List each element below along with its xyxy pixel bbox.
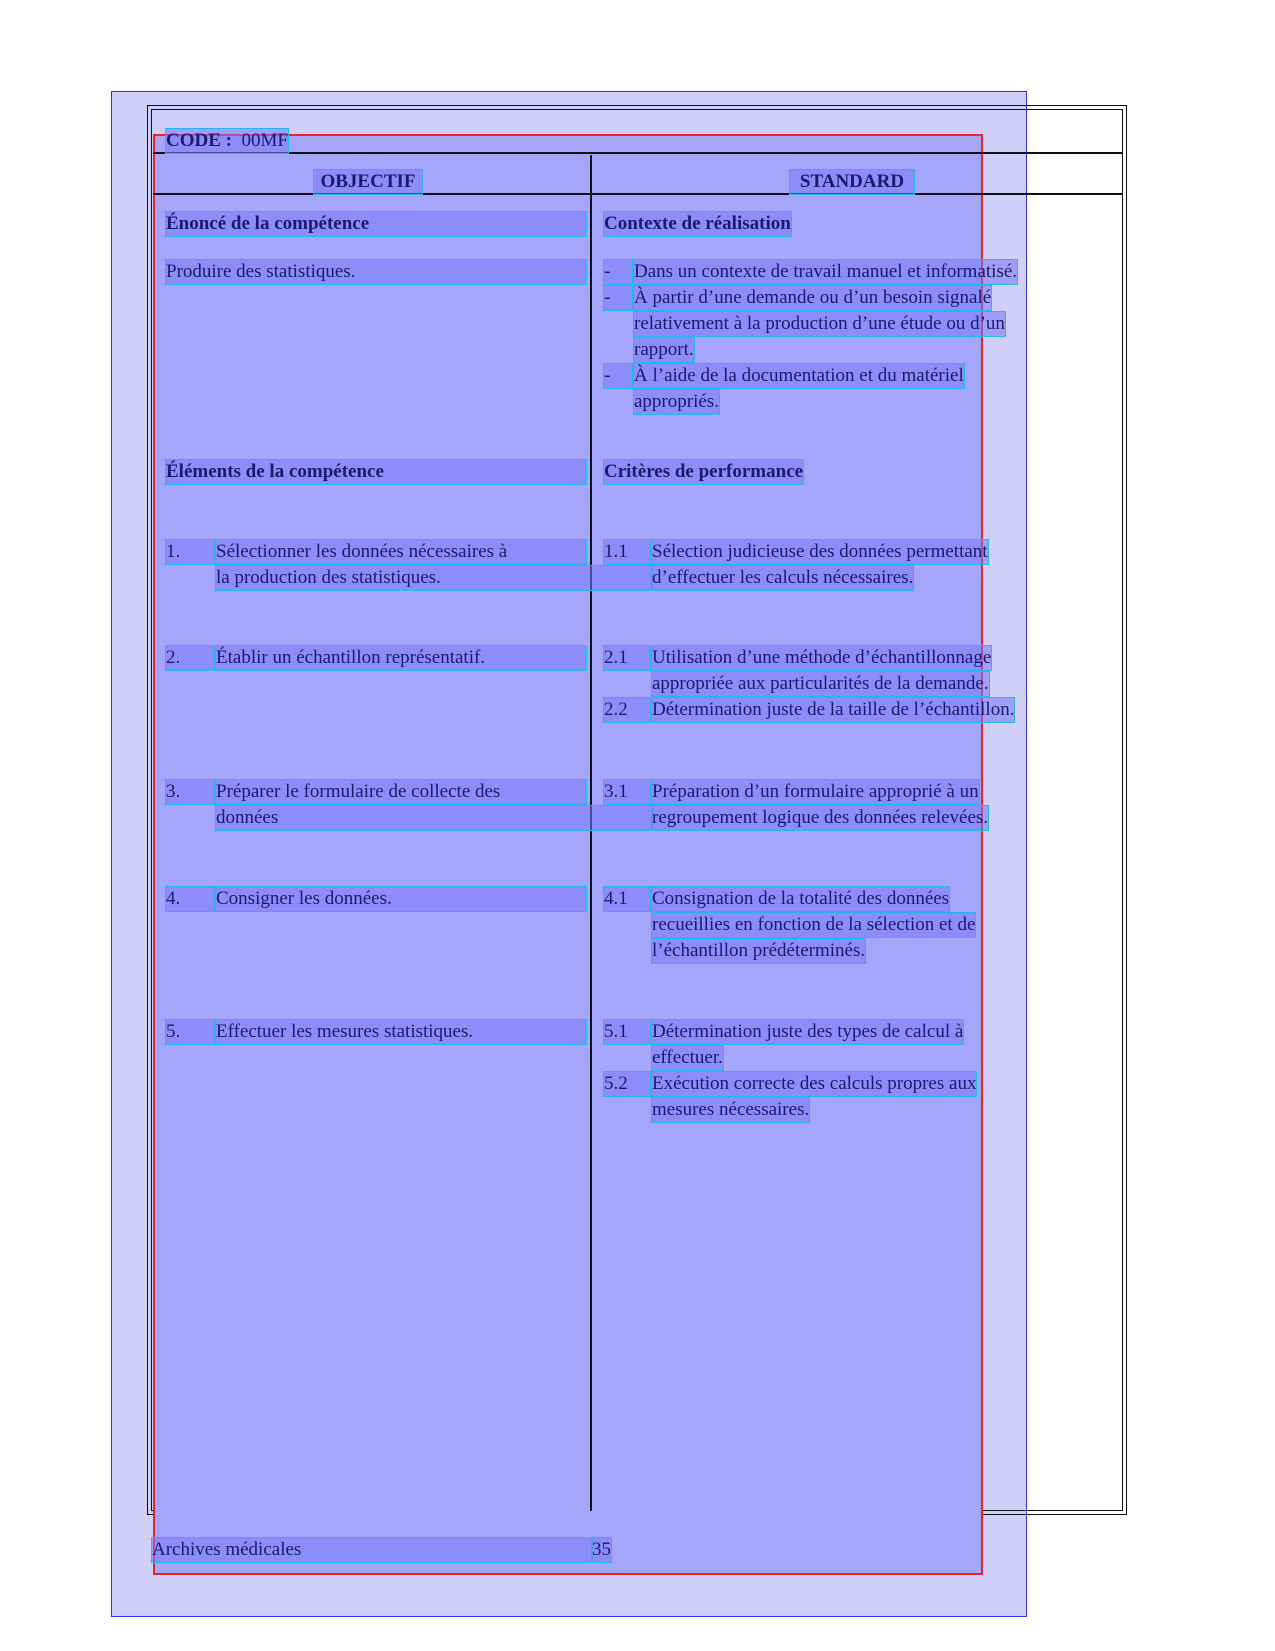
element-text: la production des statistiques.: [216, 566, 652, 590]
footer-title: Archives médicales: [152, 1538, 592, 1562]
standard-heading: STANDARD: [790, 170, 914, 194]
criterion-number: 1.1: [604, 540, 650, 564]
element-text: Établir un échantillon représentatif.: [216, 646, 586, 670]
element-number: 4.: [166, 887, 214, 911]
context-line: rapport.: [634, 339, 694, 360]
criterion-text: Utilisation d’une méthode d’échantillonnage: [652, 647, 992, 668]
context-heading: Contexte de réalisation: [604, 213, 791, 234]
criterion-text: effectuer.: [652, 1047, 723, 1068]
element-number: 5.: [166, 1020, 214, 1044]
page-number: 35: [592, 1539, 611, 1560]
context-line: À l’aide de la documentation et du matériel: [634, 365, 964, 386]
criterion-text: mesures nécessaires.: [652, 1099, 810, 1120]
competence-statement: Produire des statistiques.: [166, 260, 586, 284]
criterion-text: Détermination juste des types de calcul à: [652, 1021, 964, 1042]
criterion-text: recueillies en fonction de la sélection et de: [652, 914, 976, 935]
element-text: données: [216, 806, 652, 830]
criterion-number: 2.1: [604, 646, 650, 670]
competence-heading: Énoncé de la compétence: [166, 212, 586, 236]
code-label: CODE : 00MF: [166, 130, 288, 151]
criterion-text: Sélection judicieuse des données permettant: [652, 541, 988, 562]
context-line: Dans un contexte de travail manuel et informatisé.: [634, 261, 1018, 282]
element-text: Préparer le formulaire de collecte des: [216, 780, 586, 804]
criteria-heading: Critères de performance: [604, 461, 804, 482]
criterion-text: Consignation de la totalité des données: [652, 888, 950, 909]
context-bullet: -: [604, 364, 632, 388]
element-text: Effectuer les mesures statistiques.: [216, 1020, 586, 1044]
criterion-number: 2.2: [604, 698, 650, 722]
context-line: appropriés.: [634, 391, 719, 412]
context-line: À partir d’une demande ou d’un besoin signalé: [634, 287, 992, 308]
criterion-text: l’échantillon prédéterminés.: [652, 940, 866, 961]
criterion-text: Détermination juste de la taille de l’échantillon.: [652, 699, 1015, 720]
context-bullet: -: [604, 260, 632, 284]
criterion-number: 4.1: [604, 887, 650, 911]
criterion-number: 5.2: [604, 1072, 650, 1096]
objectif-heading: OBJECTIF: [314, 170, 422, 194]
criterion-text: Préparation d’un formulaire approprié à un: [652, 781, 979, 802]
columns-divider: [153, 193, 1123, 195]
elements-heading: Éléments de la compétence: [166, 460, 586, 484]
criterion-text: Exécution correcte des calculs propres aux: [652, 1073, 977, 1094]
header-divider: [153, 152, 1123, 154]
element-text: Consigner les données.: [216, 887, 586, 911]
element-text: Sélectionner les données nécessaires à: [216, 540, 586, 564]
criterion-text: d’effectuer les calculs nécessaires.: [652, 567, 914, 588]
context-bullet: -: [604, 286, 632, 310]
criterion-number: 5.1: [604, 1020, 650, 1044]
column-separator: [590, 155, 592, 1511]
code-value: 00MF: [241, 130, 288, 151]
element-number: 3.: [166, 780, 214, 804]
context-line: relativement à la production d’une étude ou d’un: [634, 313, 1005, 334]
criterion-text: regroupement logique des données relevées.: [652, 807, 989, 828]
content-region: [153, 134, 983, 1575]
element-number: 1.: [166, 540, 214, 564]
element-number: 2.: [166, 646, 214, 670]
criterion-number: 3.1: [604, 780, 650, 804]
criterion-text: appropriée aux particularités de la demande.: [652, 673, 989, 694]
